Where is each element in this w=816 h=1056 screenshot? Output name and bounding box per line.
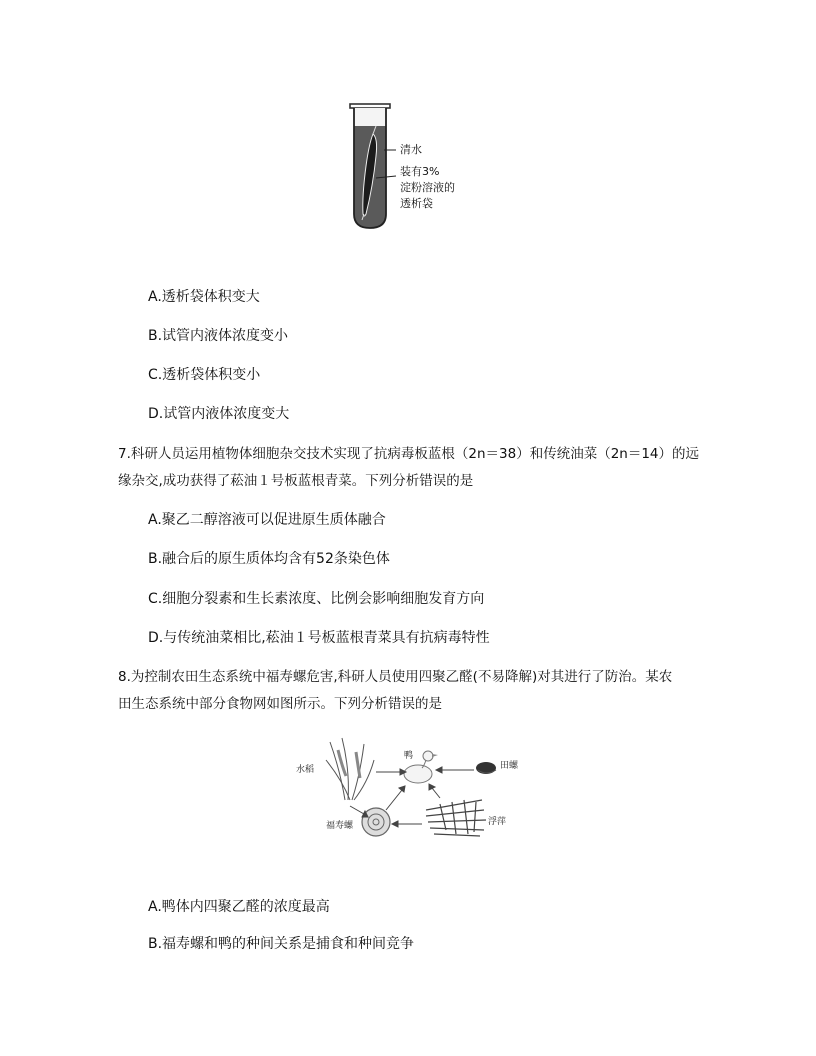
label-bag-line3: 透析袋 xyxy=(400,197,433,210)
label-bag-line1: 装有3% xyxy=(400,165,440,178)
label-bag-line2: 淀粉溶液的 xyxy=(400,181,455,194)
q7-option-b: B.融合后的原生质体均含有52条染色体 xyxy=(148,551,390,567)
q7-stem-line2: 缘杂交,成功获得了菘油１号板蓝根青菜。下列分析错误的是 xyxy=(118,473,474,489)
q6-option-d: D.试管内液体浓度变大 xyxy=(148,406,290,422)
q7-stem-line1: 7.科研人员运用植物体细胞杂交技术实现了抗病毒板蓝根（2n＝38）和传统油菜（2n＝14）的远 xyxy=(118,446,700,462)
q8-stem xyxy=(118,664,698,718)
label-duck: 鸭 xyxy=(404,751,414,761)
label-apple-snail: 福寿螺 xyxy=(326,821,354,831)
q7-option-a: A.聚乙二醇溶液可以促进原生质体融合 xyxy=(148,512,386,528)
q7-option-d: D.与传统油菜相比,菘油１号板蓝根青菜具有抗病毒特性 xyxy=(148,630,490,646)
apple-snail-icon xyxy=(362,808,390,836)
duckweed-icon xyxy=(426,800,486,836)
q8-option-a: A.鸭体内四聚乙醛的浓度最高 xyxy=(148,899,330,915)
q7-option-c: C.细胞分裂素和生长素浓度、比例会影响细胞发育方向 xyxy=(148,591,485,607)
label-field-snail: 田螺 xyxy=(500,761,519,771)
q7-stem xyxy=(118,441,698,495)
label-water: 清水 xyxy=(400,143,422,156)
label-duckweed: 浮萍 xyxy=(488,817,507,827)
q6-option-c: C.透析袋体积变小 xyxy=(148,367,261,383)
q8-stem-line2: 田生态系统中部分食物网如图所示。下列分析错误的是 xyxy=(118,696,442,712)
field-snail-icon xyxy=(476,762,496,774)
label-rice: 水稻 xyxy=(296,765,315,775)
q6-option-b: B.试管内液体浓度变小 xyxy=(148,328,289,344)
rice-icon xyxy=(326,738,374,800)
q8-option-b: B.福寿螺和鸭的种间关系是捕食和种间竞争 xyxy=(148,936,415,952)
q6-option-a: A.透析袋体积变大 xyxy=(148,289,260,305)
q8-stem-line1: 8.为控制农田生态系统中福寿螺危害,科研人员使用四聚乙醛(不易降解)对其进行了防治。某农 xyxy=(118,669,673,685)
